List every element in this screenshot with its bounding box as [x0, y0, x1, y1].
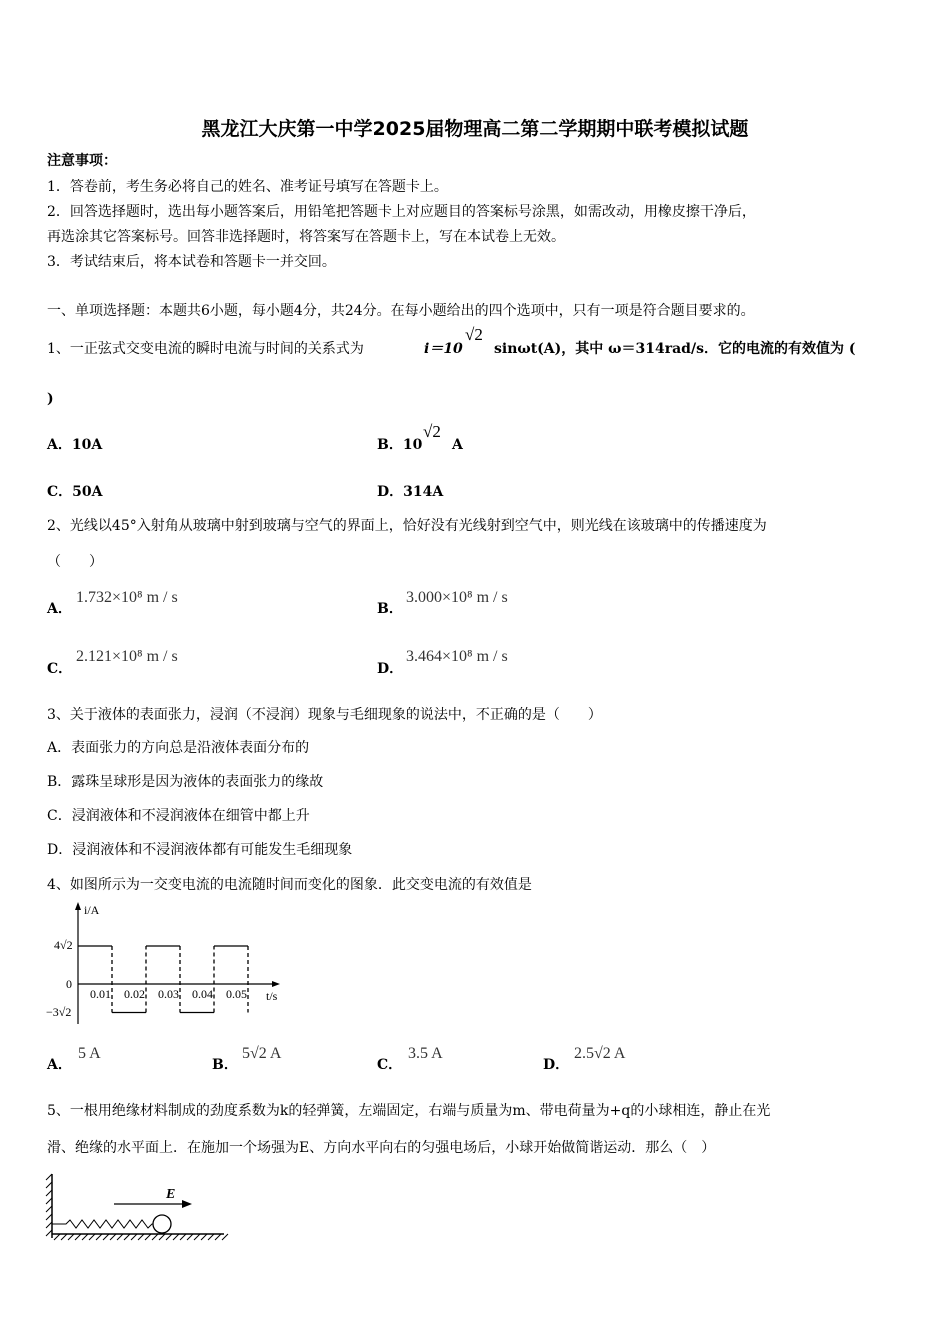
y-high-label: 4√2 — [54, 938, 73, 952]
y-low-label: −3√2 — [46, 1005, 72, 1019]
q2-option-d-label[interactable]: D． — [377, 661, 404, 677]
q4-option-c-value: 3.5 A — [408, 1045, 443, 1062]
x-axis-label: t/s — [266, 989, 278, 1003]
q2-option-b-label[interactable]: B． — [377, 601, 403, 617]
wall-hatching — [46, 1174, 52, 1236]
floor-hatch-line — [194, 1234, 200, 1240]
floor-hatch-line — [138, 1234, 144, 1240]
floor-hatch-line — [54, 1234, 60, 1240]
q3-stem: 3、关于液体的表面张力，浸润（不浸润）现象与毛细现象的说法中，不正确的是（ ） — [47, 707, 602, 723]
floor-hatch-line — [117, 1234, 123, 1240]
x-tick-label: 0.05 — [226, 987, 247, 1001]
q1-formula-i: i＝10 — [424, 341, 463, 357]
q4-option-d-label[interactable]: D． — [543, 1057, 570, 1073]
y-zero-label: 0 — [66, 977, 72, 991]
q4-option-d-value: 2.5√2 A — [574, 1045, 626, 1062]
notice-item-2-cont: 再选涂其它答案标号。回答非选择题时，将答案写在答题卡上，写在本试卷上无效。 — [47, 229, 565, 245]
exam-title: 黑龙江大庆第一中学2025届物理高二第二学期期中联考模拟试题 — [201, 118, 749, 140]
q2-stem: 2、光线以45°入射角从玻璃中射到玻璃与空气的界面上，恰好没有光线射到空气中，则光线在该玻璃中的传播速度为 — [47, 518, 767, 534]
q1-stem-part2: sinωt(A)，其中 ω＝314rad/s．它的电流的有效值为 ( — [494, 341, 856, 357]
q2-paren: （ ） — [47, 554, 103, 570]
q1-option-c[interactable]: C．50A — [47, 484, 103, 500]
floor-hatch-line — [82, 1234, 88, 1240]
q4-current-graph — [44, 900, 284, 1030]
q4-option-a-label[interactable]: A． — [47, 1057, 72, 1073]
q4-option-b-label[interactable]: B． — [212, 1057, 238, 1073]
q5-spring-diagram — [46, 1172, 236, 1242]
floor-hatch-line — [103, 1234, 109, 1240]
field-label: E — [166, 1187, 176, 1202]
charged-ball — [153, 1215, 171, 1233]
q4-option-c-label[interactable]: C． — [377, 1057, 403, 1073]
q1-stem-part1: 1、一正弦式交变电流的瞬时电流与时间的关系式为 — [47, 341, 364, 357]
q2-option-d-value: 3.464×10⁸ m / s — [406, 648, 508, 665]
notice-item-1: 1．答卷前，考生务必将自己的姓名、准考证号填写在答题卡上。 — [47, 179, 448, 195]
q2-option-a-value: 1.732×10⁸ m / s — [76, 589, 178, 606]
floor-hatch-line — [75, 1234, 81, 1240]
floor-hatch-line — [96, 1234, 102, 1240]
q1-close-paren: ) — [47, 391, 54, 407]
q2-option-c-value: 2.121×10⁸ m / s — [76, 648, 178, 665]
floor-hatch-line — [152, 1234, 158, 1240]
floor-hatch-line — [145, 1234, 151, 1240]
q2-option-c-label[interactable]: C． — [47, 661, 73, 677]
floor-hatch-line — [208, 1234, 214, 1240]
x-tick-label: 0.03 — [158, 987, 179, 1001]
floor-hatch-line — [61, 1234, 67, 1240]
floor-hatch-line — [166, 1234, 172, 1240]
notice-item-2: 2．回答选择题时，选出每小题答案后，用铅笔把答题卡上对应题目的答案标号涂黑，如需改动，用橡皮擦干净后， — [47, 204, 756, 220]
q1-option-b-pre: B．10 — [377, 437, 423, 453]
floor-hatching — [54, 1234, 228, 1240]
q2-option-b-value: 3.000×10⁸ m / s — [406, 589, 508, 606]
floor-hatch-line — [201, 1234, 207, 1240]
field-arrow-head — [182, 1200, 192, 1208]
notice-heading: 注意事项： — [47, 153, 117, 169]
floor-hatch-line — [173, 1234, 179, 1240]
q1-option-a[interactable]: A．10A — [47, 437, 103, 453]
floor-hatch-line — [110, 1234, 116, 1240]
floor-hatch-line — [215, 1234, 221, 1240]
floor-hatch-line — [131, 1234, 137, 1240]
y-axis-arrow — [75, 902, 81, 910]
q1-option-d[interactable]: D．314A — [377, 484, 444, 500]
floor-hatch-line — [89, 1234, 95, 1240]
q1-sqrt2: √2 — [465, 325, 483, 344]
x-axis-arrow — [272, 981, 280, 987]
x-tick-label: 0.02 — [124, 987, 145, 1001]
floor-hatch-line — [187, 1234, 193, 1240]
q1-option-b[interactable] — [377, 436, 422, 454]
q5-stem-line1: 5、一根用绝缘材料制成的劲度系数为k的轻弹簧，左端固定，右端与质量为m、带电荷量为+q的小球相连，静止在光 — [47, 1103, 771, 1119]
y-axis-label: i/A — [84, 903, 100, 917]
q3-option-b[interactable]: B．露珠呈球形是因为液体的表面张力的缘故 — [47, 774, 324, 790]
q3-option-d[interactable]: D．浸润液体和不浸润液体都有可能发生毛细现象 — [47, 842, 353, 858]
section-heading: 一、单项选择题：本题共6小题，每小题4分，共24分。在每小题给出的四个选项中，只有一项是符合题目要求的。 — [47, 303, 755, 319]
q1-option-b-unit: A — [452, 437, 463, 453]
x-tick-label: 0.04 — [192, 987, 213, 1001]
q4-option-a-value: 5 A — [78, 1045, 101, 1062]
q5-stem-line2: 滑、绝缘的水平面上．在施加一个场强为E、方向水平向右的匀强电场后，小球开始做简谐运动．那么（ ） — [47, 1140, 716, 1156]
floor-hatch-line — [159, 1234, 165, 1240]
spring — [52, 1220, 154, 1228]
q3-option-a[interactable]: A．表面张力的方向总是沿液体表面分布的 — [47, 740, 310, 756]
floor-hatch-line — [222, 1234, 228, 1240]
floor-hatch-line — [124, 1234, 130, 1240]
q2-option-a-label[interactable]: A． — [47, 601, 72, 617]
q1-option-b-sqrt: √2 — [423, 422, 441, 441]
notice-item-3: 3．考试结束后，将本试卷和答题卡一并交回。 — [47, 254, 336, 270]
floor-hatch-line — [68, 1234, 74, 1240]
q4-option-b-value: 5√2 A — [242, 1045, 282, 1062]
q3-option-c[interactable]: C．浸润液体和不浸润液体在细管中都上升 — [47, 808, 310, 824]
floor-hatch-line — [180, 1234, 186, 1240]
x-tick-label: 0.01 — [90, 987, 111, 1001]
q4-stem: 4、如图所示为一交变电流的电流随时间而变化的图象．此交变电流的有效值是 — [47, 877, 532, 893]
